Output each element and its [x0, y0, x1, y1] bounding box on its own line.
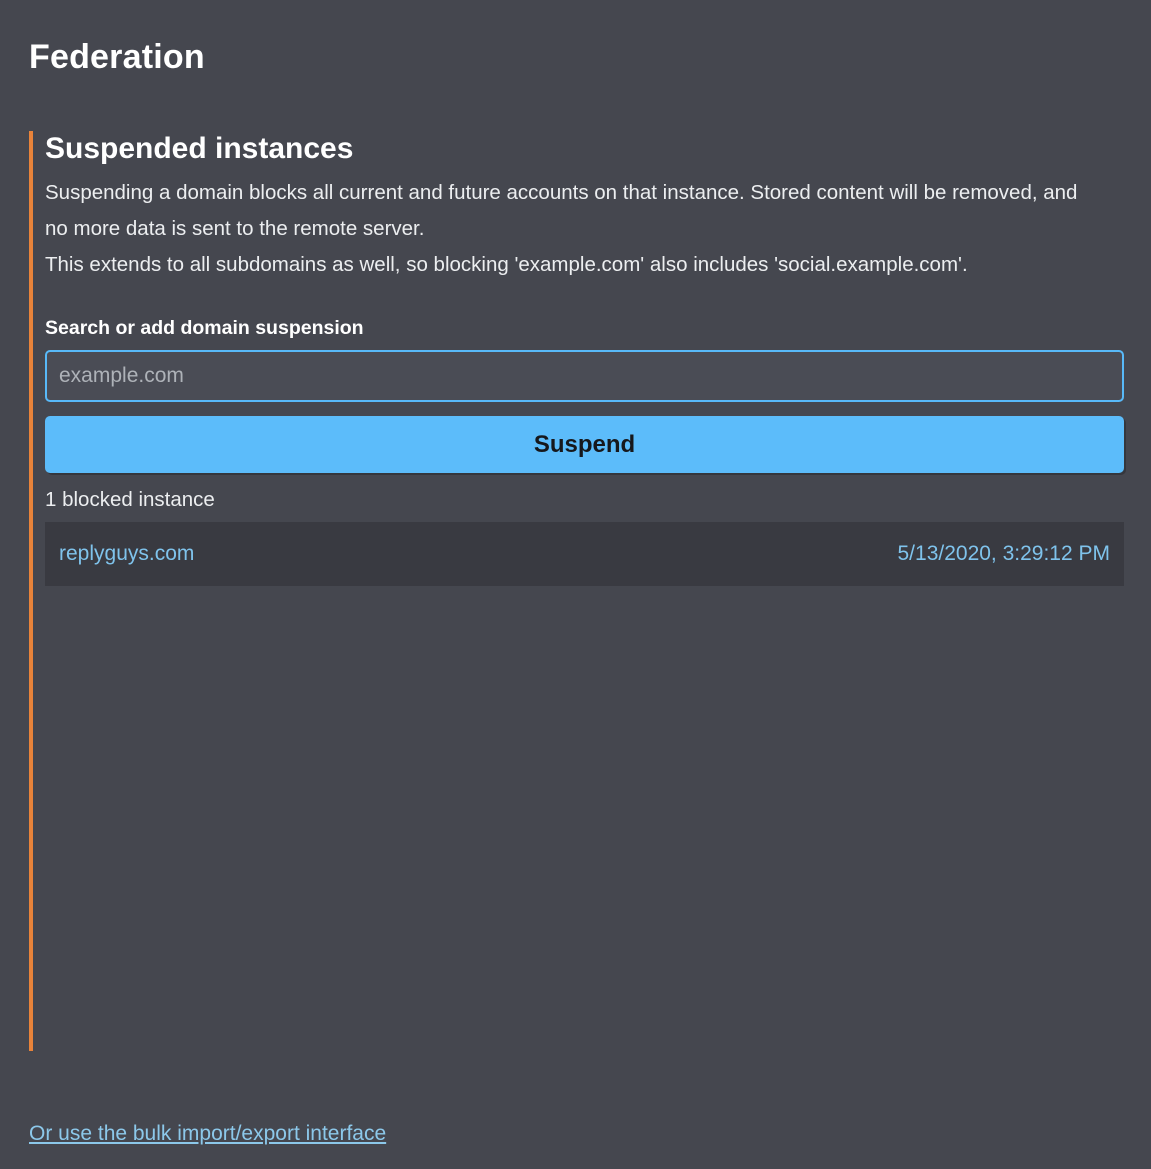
blocked-instance-count: 1 blocked instance: [45, 488, 215, 512]
bulk-import-export-link[interactable]: Or use the bulk import/export interface: [29, 1122, 387, 1145]
suspended-instances-section: [29, 131, 1147, 1051]
domain-field-label: Search or add domain suspension: [45, 317, 364, 340]
section-description: [45, 175, 1105, 283]
suspend-button[interactable]: Suspend: [45, 416, 1124, 473]
section-title: Suspended instances: [45, 132, 354, 165]
page-title: Federation: [29, 38, 205, 76]
section-description-line-2: This extends to all subdomains as well, so blocking 'example.com' also includes 'social.example.com'.: [45, 253, 968, 277]
table-row[interactable]: [45, 522, 1124, 586]
domain-search-input[interactable]: [45, 350, 1124, 402]
instance-domain[interactable]: replyguys.com: [59, 542, 195, 566]
section-description-line-1: Suspending a domain blocks all current and future accounts on that instance. Stored content will be removed, and no more data is sent to the remote server.: [45, 181, 1078, 241]
instance-date: 5/13/2020, 3:29:12 PM: [897, 542, 1110, 566]
